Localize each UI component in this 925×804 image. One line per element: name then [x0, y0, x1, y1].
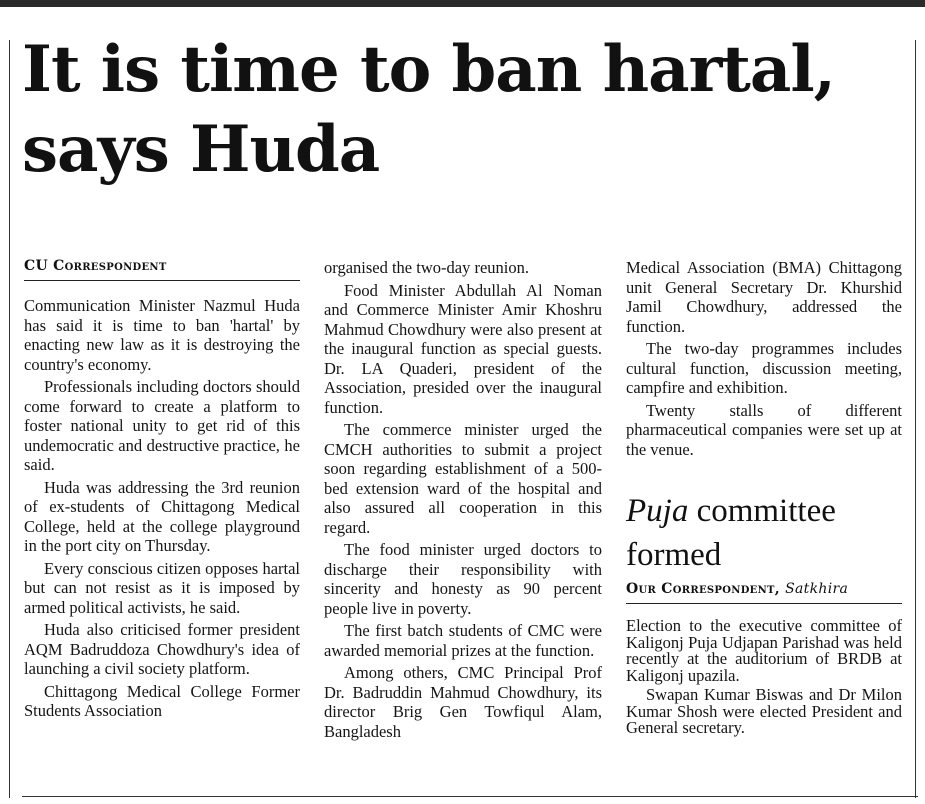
left-column-rule: [9, 40, 10, 798]
paragraph: Among others, CMC Principal Prof Dr. Badruddin Mahmud Chowdhury, its director Brig Gen Towfiqul Alam, Bangladesh: [324, 663, 602, 741]
article-column-3: [626, 258, 902, 737]
right-column-rule: [915, 40, 916, 798]
paragraph: Twenty stalls of different pharmaceutical companies were set up at the venue.: [626, 400, 902, 459]
paragraph: Communication Minister Nazmul Huda has said it is time to ban 'hartal' by enacting new law as it is destroying the country's economy.: [24, 296, 300, 374]
paragraph: The commerce minister urged the CMCH authorities to submit a project soon regarding establishment of a 500-bed extension ward of the hospital and also assured all cooperation in this regard.: [324, 420, 602, 537]
article-column-1: [24, 256, 300, 721]
byline-place: Satkhira: [785, 581, 849, 597]
paragraph: Medical Association (BMA) Chittagong unit General Secretary Dr. Khurshid Jamil Chowdhury, addressed the function.: [626, 258, 902, 336]
paragraph: Swapan Kumar Biswas and Dr Milon Kumar Shosh were elected President and General secretary.: [626, 685, 902, 737]
paragraph: Food Minister Abdullah Al Noman and Commerce Minister Amir Khoshru Mahmud Chowdhury were also present at the inaugural function as special guests. Dr. LA Quaderi, president of the Association, presided over the inaugural function.: [324, 280, 602, 417]
top-border: [0, 0, 925, 7]
headline-italic-word: Puja: [626, 493, 689, 529]
paragraph: Huda also criticised former president AQM Badruddoza Chowdhury's idea of launching a civil society platform.: [24, 620, 300, 678]
article-column-2: [324, 258, 602, 741]
paragraph: The two-day programmes includes cultural function, discussion meeting, campfire and exhibition.: [626, 339, 902, 397]
bottom-rule: [22, 796, 918, 797]
byline: CU Correspondent: [24, 256, 300, 281]
paragraph: organised the two-day reunion.: [324, 258, 529, 277]
paragraph: Huda was addressing the 3rd reunion of ex-students of Chittagong Medical College, held at the college playground in the port city on Thursday.: [24, 477, 300, 555]
paragraph: The first batch students of CMC were awarded memorial prizes at the function.: [324, 621, 602, 660]
paragraph: Election to the executive committee of Kaligonj Puja Udjapan Parishad was held recently at the auditorium of BRDB at Kaligonj upazila.: [626, 616, 902, 685]
headline-rest: committee formed: [626, 493, 836, 573]
paragraph: Every conscious citizen opposes hartal but can not resist as it is imposed by armed political activists, he said.: [24, 558, 300, 617]
paragraph: Chittagong Medical College Former Students Association: [24, 681, 300, 720]
second-article-headline: [626, 489, 902, 577]
byline-name: Our Correspondent,: [626, 581, 780, 597]
paragraph: The food minister urged doctors to discharge their responsibility with sincerity and honesty as 90 percent people live in poverty.: [324, 540, 602, 618]
headline: It is time to ban hartal, says Huda: [22, 32, 835, 187]
paragraph: Professionals including doctors should come forward to create a platform to foster national unity to get rid of this undemocratic and destructive practice, he said.: [24, 377, 300, 474]
second-article-byline: [626, 579, 902, 604]
